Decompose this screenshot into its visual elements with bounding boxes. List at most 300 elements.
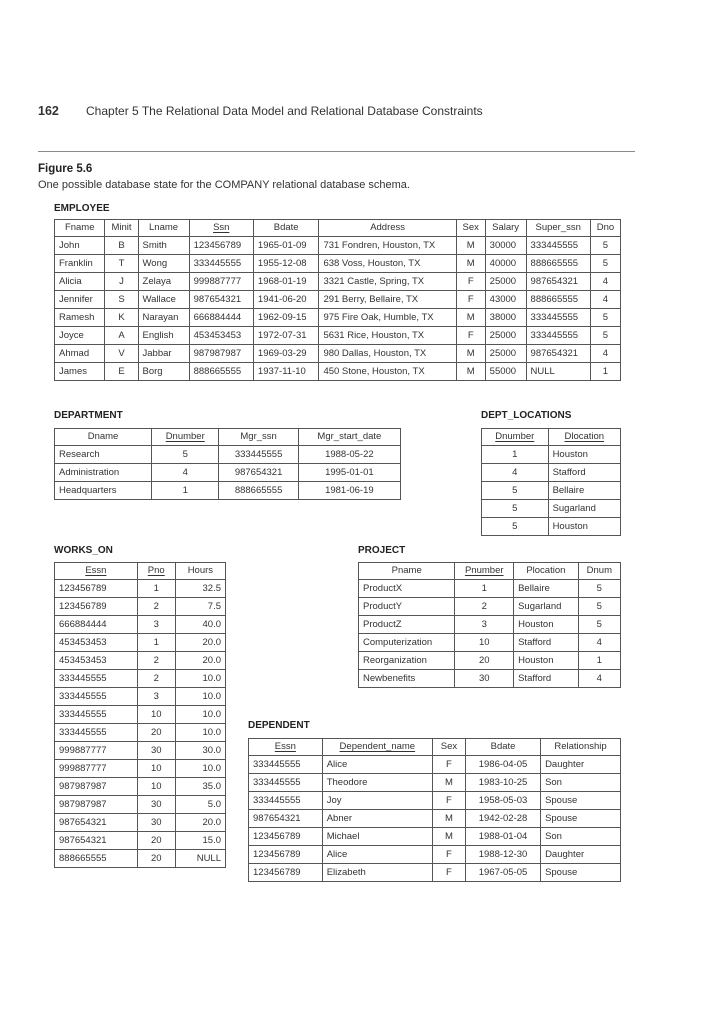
cell-essn: 333445555: [55, 688, 138, 706]
cell-pno: 2: [137, 670, 175, 688]
cell-pnumber: 3: [455, 616, 514, 634]
table-row: [55, 291, 621, 309]
cell-lname: Narayan: [138, 309, 189, 327]
cell-lname: Zelaya: [138, 273, 189, 291]
column-header-label: Essn: [85, 565, 107, 576]
column-header-label: Pname: [391, 565, 422, 576]
cell-bdate: 1967-05-05: [465, 864, 540, 882]
cell-fname: Ramesh: [55, 309, 105, 327]
cell-address: 980 Dallas, Houston, TX: [319, 345, 456, 363]
cell-bdate: 1968-01-19: [253, 273, 319, 291]
cell-relationship: Daughter: [541, 756, 621, 774]
header-row: [359, 563, 621, 580]
cell-hours: 7.5: [175, 598, 225, 616]
cell-pnumber: 10: [455, 634, 514, 652]
cell-super-ssn: NULL: [526, 363, 590, 381]
table-row: [55, 255, 621, 273]
cell-dlocation: Stafford: [548, 464, 620, 482]
cell-dlocation: Houston: [548, 446, 620, 464]
column-header-label: Dno: [596, 222, 615, 233]
cell-pno: 20: [137, 724, 175, 742]
cell-pno: 1: [137, 634, 175, 652]
cell-dnumber: 4: [482, 464, 549, 482]
cell-sex: F: [456, 273, 485, 291]
cell-mgr-start-date: 1981-06-19: [298, 482, 400, 500]
table-row: [359, 616, 621, 634]
cell-essn: 123456789: [249, 864, 323, 882]
page-number: 162: [38, 104, 59, 118]
cell-relationship: Son: [541, 774, 621, 792]
cell-lname: Wallace: [138, 291, 189, 309]
cell-essn: 453453453: [55, 634, 138, 652]
cell-pno: 3: [137, 688, 175, 706]
cell-pno: 2: [137, 598, 175, 616]
table-row: [249, 828, 621, 846]
header-row: [55, 429, 401, 446]
cell-hours: 35.0: [175, 778, 225, 796]
cell-sex: F: [432, 792, 465, 810]
column-header-label: Bdate: [273, 222, 299, 233]
column-header-label: Dnum: [586, 565, 612, 576]
column-header-ssn: [189, 220, 253, 237]
cell-essn: 453453453: [55, 652, 138, 670]
cell-dnumber: 1: [482, 446, 549, 464]
table-row: [55, 814, 226, 832]
table-row: [55, 580, 226, 598]
cell-essn: 333445555: [55, 670, 138, 688]
cell-hours: 5.0: [175, 796, 225, 814]
cell-sex: M: [432, 828, 465, 846]
column-header-sex: [456, 220, 485, 237]
table-row: [482, 482, 621, 500]
project-table: [358, 562, 621, 688]
table-row: [482, 464, 621, 482]
cell-dnum: 4: [578, 634, 620, 652]
figure-label: Figure 5.6: [38, 163, 93, 175]
cell-plocation: Stafford: [514, 670, 579, 688]
cell-hours: NULL: [175, 850, 225, 868]
cell-essn: 333445555: [249, 756, 323, 774]
header-row: [55, 563, 226, 580]
column-header-label: Dnumber: [165, 431, 205, 442]
cell-minit: E: [105, 363, 138, 381]
chapter-title: Chapter 5 The Relational Data Model and Relational Database Constraints: [86, 104, 483, 118]
cell-sex: M: [456, 237, 485, 255]
department-title: DEPARTMENT: [54, 410, 123, 421]
cell-ssn: 666884444: [189, 309, 253, 327]
table-row: [55, 742, 226, 760]
table-row: [55, 778, 226, 796]
table-row: [249, 846, 621, 864]
table-row: [482, 500, 621, 518]
cell-address: 5631 Rice, Houston, TX: [319, 327, 456, 345]
table-row: [55, 464, 401, 482]
table-row: [55, 237, 621, 255]
table-row: [55, 724, 226, 742]
cell-pnumber: 1: [455, 580, 514, 598]
cell-essn: 333445555: [55, 724, 138, 742]
cell-essn: 888665555: [55, 850, 138, 868]
table-row: [55, 652, 226, 670]
cell-hours: 10.0: [175, 706, 225, 724]
cell-fname: Franklin: [55, 255, 105, 273]
cell-ssn: 453453453: [189, 327, 253, 345]
cell-super-ssn: 333445555: [526, 327, 590, 345]
cell-dno: 4: [590, 273, 620, 291]
column-header-label: Plocation: [526, 565, 566, 576]
works-on-title: WORKS_ON: [54, 545, 113, 556]
header-row: [249, 739, 621, 756]
dependent-table: [248, 738, 621, 882]
cell-hours: 40.0: [175, 616, 225, 634]
table-row: [55, 634, 226, 652]
column-header-label: Bdate: [490, 741, 516, 752]
cell-super-ssn: 987654321: [526, 345, 590, 363]
cell-hours: 30.0: [175, 742, 225, 760]
cell-bdate: 1955-12-08: [253, 255, 319, 273]
cell-sex: M: [456, 309, 485, 327]
cell-address: 3321 Castle, Spring, TX: [319, 273, 456, 291]
table-row: [359, 670, 621, 688]
cell-address: 291 Berry, Bellaire, TX: [319, 291, 456, 309]
column-header-label: Mgr_start_date: [317, 431, 382, 442]
cell-plocation: Houston: [514, 652, 579, 670]
cell-dname: Headquarters: [55, 482, 152, 500]
cell-relationship: Spouse: [541, 810, 621, 828]
table-row: [55, 688, 226, 706]
cell-mgr-ssn: 987654321: [219, 464, 298, 482]
column-header-relationship: [541, 739, 621, 756]
table-row: [55, 760, 226, 778]
cell-plocation: Bellaire: [514, 580, 579, 598]
column-header-super-ssn: [526, 220, 590, 237]
cell-fname: Jennifer: [55, 291, 105, 309]
cell-sex: M: [456, 255, 485, 273]
column-header-address: [319, 220, 456, 237]
column-header-bdate: [465, 739, 540, 756]
table-row: [55, 309, 621, 327]
cell-dependent-name: Alice: [322, 846, 432, 864]
cell-lname: Smith: [138, 237, 189, 255]
works-on-table: [54, 562, 226, 868]
column-header-essn: [55, 563, 138, 580]
column-header-dnum: [578, 563, 620, 580]
cell-salary: 25000: [485, 345, 526, 363]
cell-sex: M: [432, 774, 465, 792]
cell-lname: English: [138, 327, 189, 345]
cell-dname: Research: [55, 446, 152, 464]
cell-plocation: Sugarland: [514, 598, 579, 616]
cell-dnum: 4: [578, 670, 620, 688]
cell-bdate: 1972-07-31: [253, 327, 319, 345]
cell-ssn: 999887777: [189, 273, 253, 291]
cell-essn: 123456789: [249, 828, 323, 846]
cell-ssn: 123456789: [189, 237, 253, 255]
table-row: [249, 756, 621, 774]
cell-essn: 987654321: [55, 814, 138, 832]
cell-salary: 38000: [485, 309, 526, 327]
cell-pname: ProductZ: [359, 616, 455, 634]
cell-dlocation: Bellaire: [548, 482, 620, 500]
cell-dno: 4: [590, 345, 620, 363]
cell-essn: 333445555: [249, 792, 323, 810]
cell-pno: 2: [137, 652, 175, 670]
cell-fname: Joyce: [55, 327, 105, 345]
cell-pno: 30: [137, 742, 175, 760]
column-header-label: Salary: [492, 222, 520, 233]
cell-pnumber: 2: [455, 598, 514, 616]
cell-dnum: 5: [578, 580, 620, 598]
cell-dependent-name: Theodore: [322, 774, 432, 792]
cell-dname: Administration: [55, 464, 152, 482]
column-header-dnumber: [482, 429, 549, 446]
cell-dlocation: Houston: [548, 518, 620, 536]
table-row: [55, 832, 226, 850]
column-header-sex: [432, 739, 465, 756]
column-header-label: Hours: [187, 565, 214, 576]
cell-essn: 999887777: [55, 742, 138, 760]
cell-minit: J: [105, 273, 138, 291]
table-row: [55, 616, 226, 634]
table-row: [55, 482, 401, 500]
table-row: [249, 864, 621, 882]
cell-dnumber: 5: [482, 518, 549, 536]
cell-super-ssn: 333445555: [526, 309, 590, 327]
cell-ssn: 987987987: [189, 345, 253, 363]
table-row: [55, 273, 621, 291]
cell-bdate: 1965-01-09: [253, 237, 319, 255]
cell-pname: ProductX: [359, 580, 455, 598]
table-row: [55, 345, 621, 363]
cell-super-ssn: 333445555: [526, 237, 590, 255]
column-header-dlocation: [548, 429, 620, 446]
cell-bdate: 1962-09-15: [253, 309, 319, 327]
cell-bdate: 1942-02-28: [465, 810, 540, 828]
cell-dnumber: 4: [152, 464, 219, 482]
cell-dno: 5: [590, 309, 620, 327]
column-header-label: Super_ssn: [535, 222, 581, 233]
cell-fname: James: [55, 363, 105, 381]
cell-mgr-start-date: 1995-01-01: [298, 464, 400, 482]
cell-minit: S: [105, 291, 138, 309]
cell-lname: Jabbar: [138, 345, 189, 363]
cell-pname: Computerization: [359, 634, 455, 652]
cell-essn: 123456789: [249, 846, 323, 864]
dept-locations-table: [481, 428, 621, 536]
table-row: [249, 810, 621, 828]
cell-pno: 3: [137, 616, 175, 634]
cell-minit: T: [105, 255, 138, 273]
cell-dnumber: 5: [482, 482, 549, 500]
cell-pname: Reorganization: [359, 652, 455, 670]
cell-hours: 20.0: [175, 814, 225, 832]
column-header-label: Dlocation: [564, 431, 605, 442]
cell-essn: 987987987: [55, 796, 138, 814]
cell-dno: 1: [590, 363, 620, 381]
table-row: [482, 518, 621, 536]
column-header-salary: [485, 220, 526, 237]
cell-plocation: Houston: [514, 616, 579, 634]
cell-hours: 15.0: [175, 832, 225, 850]
column-header-plocation: [514, 563, 579, 580]
column-header-dno: [590, 220, 620, 237]
table-row: [55, 446, 401, 464]
cell-super-ssn: 888665555: [526, 291, 590, 309]
header-divider: [38, 151, 635, 152]
cell-lname: Borg: [138, 363, 189, 381]
cell-salary: 25000: [485, 327, 526, 345]
cell-pno: 1: [137, 580, 175, 598]
cell-ssn: 987654321: [189, 291, 253, 309]
cell-sex: F: [456, 327, 485, 345]
table-row: [55, 850, 226, 868]
column-header-pno: [137, 563, 175, 580]
cell-hours: 20.0: [175, 634, 225, 652]
cell-sex: M: [456, 345, 485, 363]
table-row: [55, 327, 621, 345]
column-header-dname: [55, 429, 152, 446]
cell-dependent-name: Michael: [322, 828, 432, 846]
cell-pno: 10: [137, 706, 175, 724]
employee-table: [54, 219, 621, 381]
cell-bdate: 1941-06-20: [253, 291, 319, 309]
cell-dno: 5: [590, 237, 620, 255]
cell-essn: 123456789: [55, 580, 138, 598]
column-header-label: Dname: [87, 431, 119, 442]
cell-dependent-name: Joy: [322, 792, 432, 810]
cell-dnumber: 5: [152, 446, 219, 464]
cell-dependent-name: Elizabeth: [322, 864, 432, 882]
column-header-dnumber: [152, 429, 219, 446]
cell-hours: 10.0: [175, 670, 225, 688]
cell-address: 975 Fire Oak, Humble, TX: [319, 309, 456, 327]
table-row: [359, 652, 621, 670]
cell-salary: 55000: [485, 363, 526, 381]
figure-caption: One possible database state for the COMPANY relational database schema.: [38, 179, 410, 191]
cell-pnumber: 20: [455, 652, 514, 670]
cell-dependent-name: Abner: [322, 810, 432, 828]
cell-sex: M: [456, 363, 485, 381]
cell-plocation: Stafford: [514, 634, 579, 652]
column-header-dependent-name: [322, 739, 432, 756]
header-row: [482, 429, 621, 446]
employee-title: EMPLOYEE: [54, 203, 110, 214]
cell-sex: F: [432, 756, 465, 774]
cell-essn: 333445555: [249, 774, 323, 792]
cell-hours: 32.5: [175, 580, 225, 598]
cell-super-ssn: 888665555: [526, 255, 590, 273]
cell-super-ssn: 987654321: [526, 273, 590, 291]
cell-mgr-start-date: 1988-05-22: [298, 446, 400, 464]
cell-sex: F: [432, 864, 465, 882]
cell-mgr-ssn: 333445555: [219, 446, 298, 464]
table-row: [55, 670, 226, 688]
cell-essn: 666884444: [55, 616, 138, 634]
table-row: [55, 363, 621, 381]
cell-dnumber: 1: [152, 482, 219, 500]
cell-essn: 987654321: [249, 810, 323, 828]
column-header-label: Dnumber: [495, 431, 535, 442]
column-header-pname: [359, 563, 455, 580]
cell-dlocation: Sugarland: [548, 500, 620, 518]
cell-salary: 43000: [485, 291, 526, 309]
cell-fname: John: [55, 237, 105, 255]
cell-address: 638 Voss, Houston, TX: [319, 255, 456, 273]
cell-essn: 987654321: [55, 832, 138, 850]
cell-minit: V: [105, 345, 138, 363]
column-header-pnumber: [455, 563, 514, 580]
cell-bdate: 1958-05-03: [465, 792, 540, 810]
column-header-label: Mgr_ssn: [240, 431, 277, 442]
cell-pno: 30: [137, 814, 175, 832]
column-header-label: Essn: [274, 741, 296, 752]
project-title: PROJECT: [358, 545, 406, 556]
column-header-label: Fname: [64, 222, 95, 233]
table-row: [249, 792, 621, 810]
cell-hours: 10.0: [175, 760, 225, 778]
cell-pname: Newbenefits: [359, 670, 455, 688]
cell-pname: ProductY: [359, 598, 455, 616]
cell-salary: 40000: [485, 255, 526, 273]
table-row: [55, 796, 226, 814]
column-header-mgr-ssn: [219, 429, 298, 446]
cell-pno: 10: [137, 778, 175, 796]
dependent-title: DEPENDENT: [248, 720, 310, 731]
cell-bdate: 1937-11-10: [253, 363, 319, 381]
cell-lname: Wong: [138, 255, 189, 273]
cell-bdate: 1969-03-29: [253, 345, 319, 363]
column-header-lname: [138, 220, 189, 237]
table-row: [55, 598, 226, 616]
table-row: [249, 774, 621, 792]
cell-fname: Alicia: [55, 273, 105, 291]
table-row: [359, 580, 621, 598]
column-header-label: Sex: [440, 741, 458, 752]
column-header-bdate: [253, 220, 319, 237]
cell-essn: 999887777: [55, 760, 138, 778]
table-row: [359, 598, 621, 616]
column-header-label: Relationship: [554, 741, 607, 752]
table-row: [55, 706, 226, 724]
cell-minit: B: [105, 237, 138, 255]
department-table: [54, 428, 401, 500]
cell-pno: 30: [137, 796, 175, 814]
table-row: [359, 634, 621, 652]
cell-pno: 20: [137, 832, 175, 850]
column-header-label: Ssn: [213, 222, 230, 233]
cell-sex: M: [432, 810, 465, 828]
cell-address: 450 Stone, Houston, TX: [319, 363, 456, 381]
cell-dnumber: 5: [482, 500, 549, 518]
cell-pno: 10: [137, 760, 175, 778]
cell-relationship: Daughter: [541, 846, 621, 864]
cell-sex: F: [456, 291, 485, 309]
dept-locations-title: DEPT_LOCATIONS: [481, 410, 572, 421]
cell-bdate: 1988-01-04: [465, 828, 540, 846]
cell-pnumber: 30: [455, 670, 514, 688]
column-header-hours: [175, 563, 225, 580]
column-header-label: Address: [370, 222, 406, 233]
column-header-label: Sex: [462, 222, 479, 233]
cell-bdate: 1986-04-05: [465, 756, 540, 774]
cell-sex: F: [432, 846, 465, 864]
cell-fname: Ahmad: [55, 345, 105, 363]
column-header-fname: [55, 220, 105, 237]
cell-relationship: Son: [541, 828, 621, 846]
column-header-label: Pno: [147, 565, 165, 576]
table-row: [482, 446, 621, 464]
cell-hours: 10.0: [175, 688, 225, 706]
